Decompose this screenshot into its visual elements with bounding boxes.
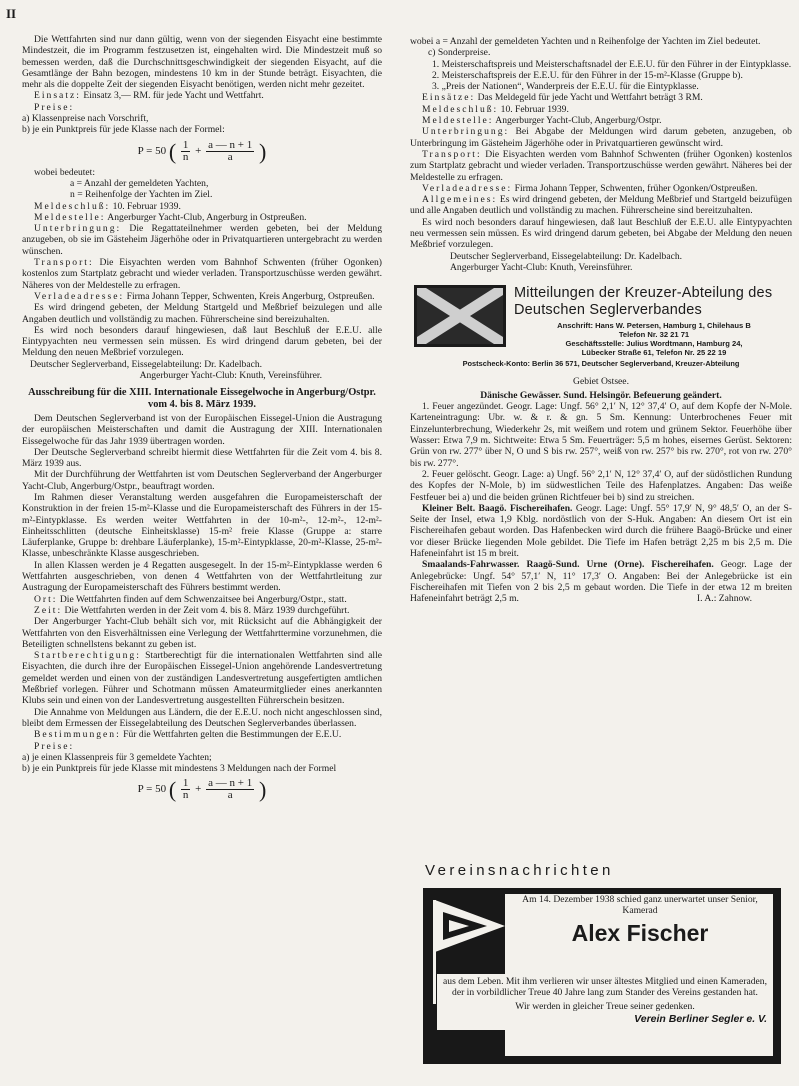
paragraph: Der Deutsche Seglerverband schreibt hiermit diese Wettfahrten für die Zeit vom 4. bis 8. März 1939 aus.	[22, 446, 382, 470]
section-heading: Vereinsnachrichten	[425, 862, 614, 879]
paragraph: Die Annahme von Meldungen aus Ländern, die der E.E.U. noch nicht angeschlossen sind, bleibt dem Ermessen der Eissegelabteilung des Deutschen Seglerverbandes überlassen.	[22, 706, 382, 729]
zeit: Zeit: Die Wettfahrten werden in der Zeit vom 4. bis 8. März 1939 durchgeführt.	[34, 604, 350, 616]
formula: P = 50 ( $\frac{1}{n}$ + $\frac{a — n + 1}{a}$ )	[137, 138, 267, 164]
right-column	[410, 36, 792, 605]
section-heading: Dänische Gewässer. Sund. Helsingör. Befeuerung geändert.	[480, 389, 722, 401]
sonderpreis-1: 1. Meisterschaftspreis und Meisterschaftsnadel der E.E.U. für den Führer in der Eintypklasse.	[432, 58, 792, 70]
signature: I. A.: Zahnow.	[696, 593, 752, 605]
obituary-box	[423, 888, 781, 1064]
meldestelle: Meldestelle: Angerburger Yacht-Club, Angerburg in Ostpreußen.	[34, 211, 307, 223]
sonderpreis-2: 2. Meisterschaftspreis der E.E.U. für den Führer in der 15-m²-Klasse (Gruppe b).	[432, 69, 743, 81]
paragraph: wobei a = Anzahl der gemeldeten Yachten und n Reihenfolge der Yachten im Ziel bedeutet.	[410, 36, 761, 47]
signature: Deutscher Seglerverband, Eissegelabteilung: Dr. Kadelbach.	[30, 358, 263, 370]
verladeadresse: Verladeadresse: Firma Johann Tepper, Schwenten, Kreis Angerburg, Ostpreußen.	[34, 290, 375, 302]
paragraph: 1. Feuer angezündet. Geogr. Lage: Ungf. 56° 2,1′ N, 12° 37,4′ O, auf dem Kopfe der N-Mole. Karteneintragung: Ubr. w. & r. & gn. 5 Sm. Kennung: Unterbrochenes Feuer mit Einzelunterbrechung, Wiederkehr 2s, mit weißem und rotem und grünem Sektor. Feuerhöhe über Wasser: Etwa 7,9 m. Sichtweite: Etwa 5 Sm. Feuerträger: 5,5 m hohes, eisernes Gerüst. Sektoren: Grün von rw. 277° über N, O und S bis rw. 257°, weiß von rw. 257° bis rw. 270°, rot von rw. 270° bis rw. 277°.	[410, 401, 792, 469]
gebiet: Gebiet Ostsee.	[573, 375, 629, 387]
preis-a: a) je einen Klassenpreis für 3 gemeldete Yachten;	[22, 751, 212, 763]
einsaetze: Einsätze: Das Meldegeld für jede Yacht und Wettfahrt beträgt 3 RM.	[422, 92, 703, 104]
preis-b: b) je ein Punktpreis für jede Klasse nach der Formel:	[22, 124, 225, 136]
verladeadresse: Verladeadresse: Firma Johann Tepper, Schwenten, früher Ogonken/Ostpreußen.	[422, 182, 758, 194]
sonderpreis-3: 3. „Preis der Nationen“, Wanderpreis der E.E.U. für die Eintypklasse.	[432, 81, 699, 93]
signature: Deutscher Seglerverband, Eissegelabteilung: Dr. Kadelbach.	[450, 250, 683, 262]
kreuzer-address: Anschrift: Hans W. Petersen, Hamburg 1, Chilehaus B Telefon Nr. 32 21 71 Geschäftsstelle: Julius Wordtmann, Hamburg 24, Lübecker Straße 61, Telefon Nr. 25 22 19	[557, 321, 751, 358]
paragraph: Smaalands-Fahrwasser. Raagö-Sund. Urne (Orne). Fischereihafen. Geogr. Lage der Anlegebrücke: Ungf. 54° 57,1′ N, 11° 17,3′ O. Angaben: Bei der Anlegebrücke ist ein Fischereihafen mit Tiefen von 2 bis 2,5 m gebaut worden. Die Tiefe in der etwa 12 m breiten Hafeneinfahrt beträgt 2,5 m.	[410, 559, 792, 605]
meldeschluss: Meldeschluß: 10. Februar 1939.	[422, 103, 569, 115]
paragraph: Kleiner Belt. Baagö. Fischereihafen. Geogr. Lage: Ungf. 55° 17,9′ N, 9° 48,5′ O, an der S-Seite der Insel, etwa 1,9 Kblg. nordöstlich von der S-Huk. Angaben: An diesem Ort ist ein Fischereihafen gebaut worden. Das Hafenbecken wird durch die frühere Baagö-Brücke und einer vor dieser Brücke liegenden Mole gebildet. Die Tiefe im Hafen beträgt 2,25 m bis 2,5 m. Die Hafeneinfahrt ist 15 m breit.	[410, 502, 792, 559]
postscheck: Postscheck-Konto: Berlin 36 571, Deutscher Seglerverband, Kreuzer-Abteilung	[462, 359, 740, 369]
transport: Transport: Die Eisyachten werden vom Bahnhof Schwenten (früher Ogonken) kostenlos zum Startplatz gebracht und wieder verladen. Transportzuschüsse werden gewährt. Näheres bei der Meldestelle zu erfragen.	[410, 148, 792, 183]
page-number: II	[6, 6, 17, 21]
kreuzer-title: Mitteilungen der Kreuzer-Abteilung des Deutschen Seglerverbandes	[514, 285, 773, 319]
preise-label: Preise:	[34, 101, 75, 113]
signature: Angerburger Yacht-Club: Knuth, Vereinsführer.	[139, 370, 322, 382]
paragraph: Mit der Durchführung der Wettfahrten ist vom Deutschen Seglerverband der Angerburger Yacht-Club, Angerburg/Ostpr., beauftragt worden.	[22, 469, 382, 492]
einsatz-paragraph: Einsatz: Einsatz 3,— RM. für jede Yacht und Wettfahrt.	[34, 90, 264, 102]
paragraph: Im Rahmen dieser Veranstaltung werden ausgefahren die Europameisterschaft der Konstruktion in der freien 15-m²-Klasse und die Europameisterschaft des Führers in der 15-m²-Eintypklasse. Es werden weiter Wettfahrten in der 10-m²-, 12-m²-, 12-m²-Einheitsschlitten (deutsche Einheitsklasse) 15-m² freie Klasse (Gruppe a: starre Läuferplanke, Gruppe b: drehbare Läuferplanke), 15-m²-Eintypklasse, 20-m²-Klasse, 25-m²-Klasse, unbeschränkte Klasse ausgeschrieben.	[22, 491, 382, 560]
meldestelle: Meldestelle: Angerburger Yacht-Club, Angerburg/Ostpr.	[422, 115, 662, 127]
wobei: wobei bedeutet:	[34, 166, 96, 178]
obituary-body: aus dem Leben. Mit ihm verlieren wir unser ältestes Mitglied und einen Kameraden, der in vorbildlicher Treue 40 Jahre lang zum Stander des Vereins gestanden hat. Wir werden in gleicher Treue seiner gedenken. Verein Berliner Segler e. V.	[437, 974, 773, 1030]
signature: Angerburger Yacht-Club: Knuth, Vereinsführer.	[450, 261, 633, 273]
paragraph: Es wird dringend gebeten, der Meldung Startgeld und Meßbrief beizulegen und alle Angaben deutlich und vollständig zu machen. Führerscheine sind bereizuhalten.	[22, 302, 382, 325]
unterbringung: Unterbringung: Bei Abgabe der Meldungen wird darum gebeten, anzugeben, ob Unterbringung im Gästeheim Jägerhöhe oder in Privatquartieren gewünscht wird.	[410, 126, 792, 149]
obituary-signature: Verein Berliner Segler e. V.	[437, 1012, 773, 1029]
unterbringung: Unterbringung: Die Regattateilnehmer werden gebeten, bei der Meldung anzugeben, ob sie im Gästeheim Jägerhöhe oder in Privatquartieren untergebracht zu werden wünschen.	[22, 223, 382, 257]
kreuzer-header	[410, 283, 792, 358]
paragraph: Es wird noch besonders darauf hingewiesen, daß laut Beschluß der E.E.U. alle Eintypyachten neu vermessen sein müssen. Es wird dringend darum gebeten, bei der Meldung den neuen Meßbrief vorzulegen.	[22, 324, 382, 359]
obituary-name: Alex Fischer	[571, 919, 709, 946]
preis-b: b) je ein Punktpreis für jede Klasse mit mindestens 3 Meldungen nach der Formel	[22, 763, 337, 775]
sonderpreise: c) Sonderpreise.	[428, 47, 491, 59]
paragraph: Es wird noch besonders darauf hingewiesen, daß laut Beschluß der E.E.U. alle Eintypyachten neu vermessen sein müssen. Es wird dringend darum gebeten, bei Abgabe der Meldung den neuen Meßbrief vorzulegen.	[410, 216, 792, 251]
allgemeines: Allgemeines: Es wird dringend gebeten, der Meldung Meßbrief und Startgeld beizufügen und alle Angaben deutlich und vollständig zu machen. Führerscheine sind bereitzuhalten.	[410, 194, 792, 217]
formula: P = 50 ( $\frac{1}{n}$ + $\frac{a — n + 1}{a}$ )	[137, 777, 267, 803]
paragraph: Die Wettfahrten sind nur dann gültig, wenn von der siegenden Eisyacht eine bestimmte Mindestzeit, die im Programm festzusetzen ist, eingehalten wird. Die Mindestzeit muß so bemessen werden, daß die Durchschnittsgeschwindigkeit der siegenden Eisyacht, auf die Gesamtlänge der Bahn bezogen, mindestens 10 km in der Stunde beträgt. Eisyachten, die mehr als die doppelte Zeit der siegenden Eisyacht benötigen, werden nicht mehr gezeitet.	[22, 34, 382, 91]
kreuzer-flag-icon	[414, 285, 506, 347]
preis-a: a) Klassenpreise nach Vorschrift,	[22, 113, 149, 125]
paragraph: In allen Klassen werden je 4 Regatten ausgesegelt. In der 15-m²-Eintypklasse werden 6 Wettfahrten ausgeschrieben, von denen 4 Wettfahrten von der Wettfahrtleitung zur Austragung der Europameisterschaft des Führers bestimmt werden.	[22, 559, 382, 594]
left-column	[22, 34, 382, 805]
startberechtigung: Startberechtigung: Startberechtigt für die internationalen Wettfahrten sind alle Eisyachten, die durch ihre der Europäischen Eissegel-Union angehörende Landesvertretung gemeldet werden und einen von der zuständigen Landesvertretung ausgefertigten amtlichen Meßbrief vorlegen. Führer und Schotmann müssen Amateurmitglieder eines anerkannten Klubs sein und einen von der Landesvertretung ausgestellten Führerschein besitzen.	[22, 650, 382, 707]
paragraph: Der Angerburger Yacht-Club behält sich vor, mit Rücksicht auf die Abhängigkeit der Wettfahrten von den Eisverhältnissen eine Verlegung der Wettfahrttermine vorzunehmen, die Beteiligten schnellstens bekannt zu geben ist.	[22, 616, 382, 650]
preise-label: Preise:	[34, 740, 75, 752]
obituary-text: Am 14. Dezember 1938 schied ganz unerwartet unser Senior, Kamerad Alex Fischer	[511, 894, 769, 949]
paragraph: Dem Deutschen Seglerverband ist von der Europäischen Eissegel-Union die Austragung der europäischen Meisterschaften und damit die Austragung der XIII. Internationalen Eissegelwoche für das Jahr 1939 übertragen worden.	[22, 412, 382, 447]
section-heading: Ausschreibung für die XIII. Internationale Eissegelwoche in Angerburg/Ostpr. vom 4. bis 8. März 1939.	[28, 387, 376, 410]
meldeschluss: Meldeschluß: 10. Februar 1939.	[34, 200, 181, 212]
ort: Ort: Die Wettfahrten finden auf dem Schwenzaitsee bei Angerburg/Ostpr., statt.	[34, 593, 347, 605]
transport: Transport: Die Eisyachten werden vom Bahnhof Schwenten (früher Ogonken) kostenlos zum Startplatz gebracht und wieder verladen. Transportzuschüsse werden gewährt. Näheres von der Meldestelle zu erfragen.	[22, 257, 382, 291]
bestimmungen: Bestimmungen: Für die Wettfahrten gelten die Bestimmungen der E.E.U.	[34, 729, 342, 741]
paragraph: 2. Feuer gelöscht. Geogr. Lage: a) Ungf. 56° 2,1′ N, 12° 37,4′ O, auf der südöstlichen Rundung des Kopfes der N-Mole, b) im südwestlichen Teile des Hafenplatzes. Angaben: Das weiße Festfeuer bei a) und die beiden grünen Richtfeuer bei b) sind zu streichen.	[410, 468, 792, 503]
def-a: a = Anzahl der gemeldeten Yachten,	[70, 177, 209, 189]
def-n: n = Reihenfolge der Yachten im Ziel.	[70, 189, 213, 201]
